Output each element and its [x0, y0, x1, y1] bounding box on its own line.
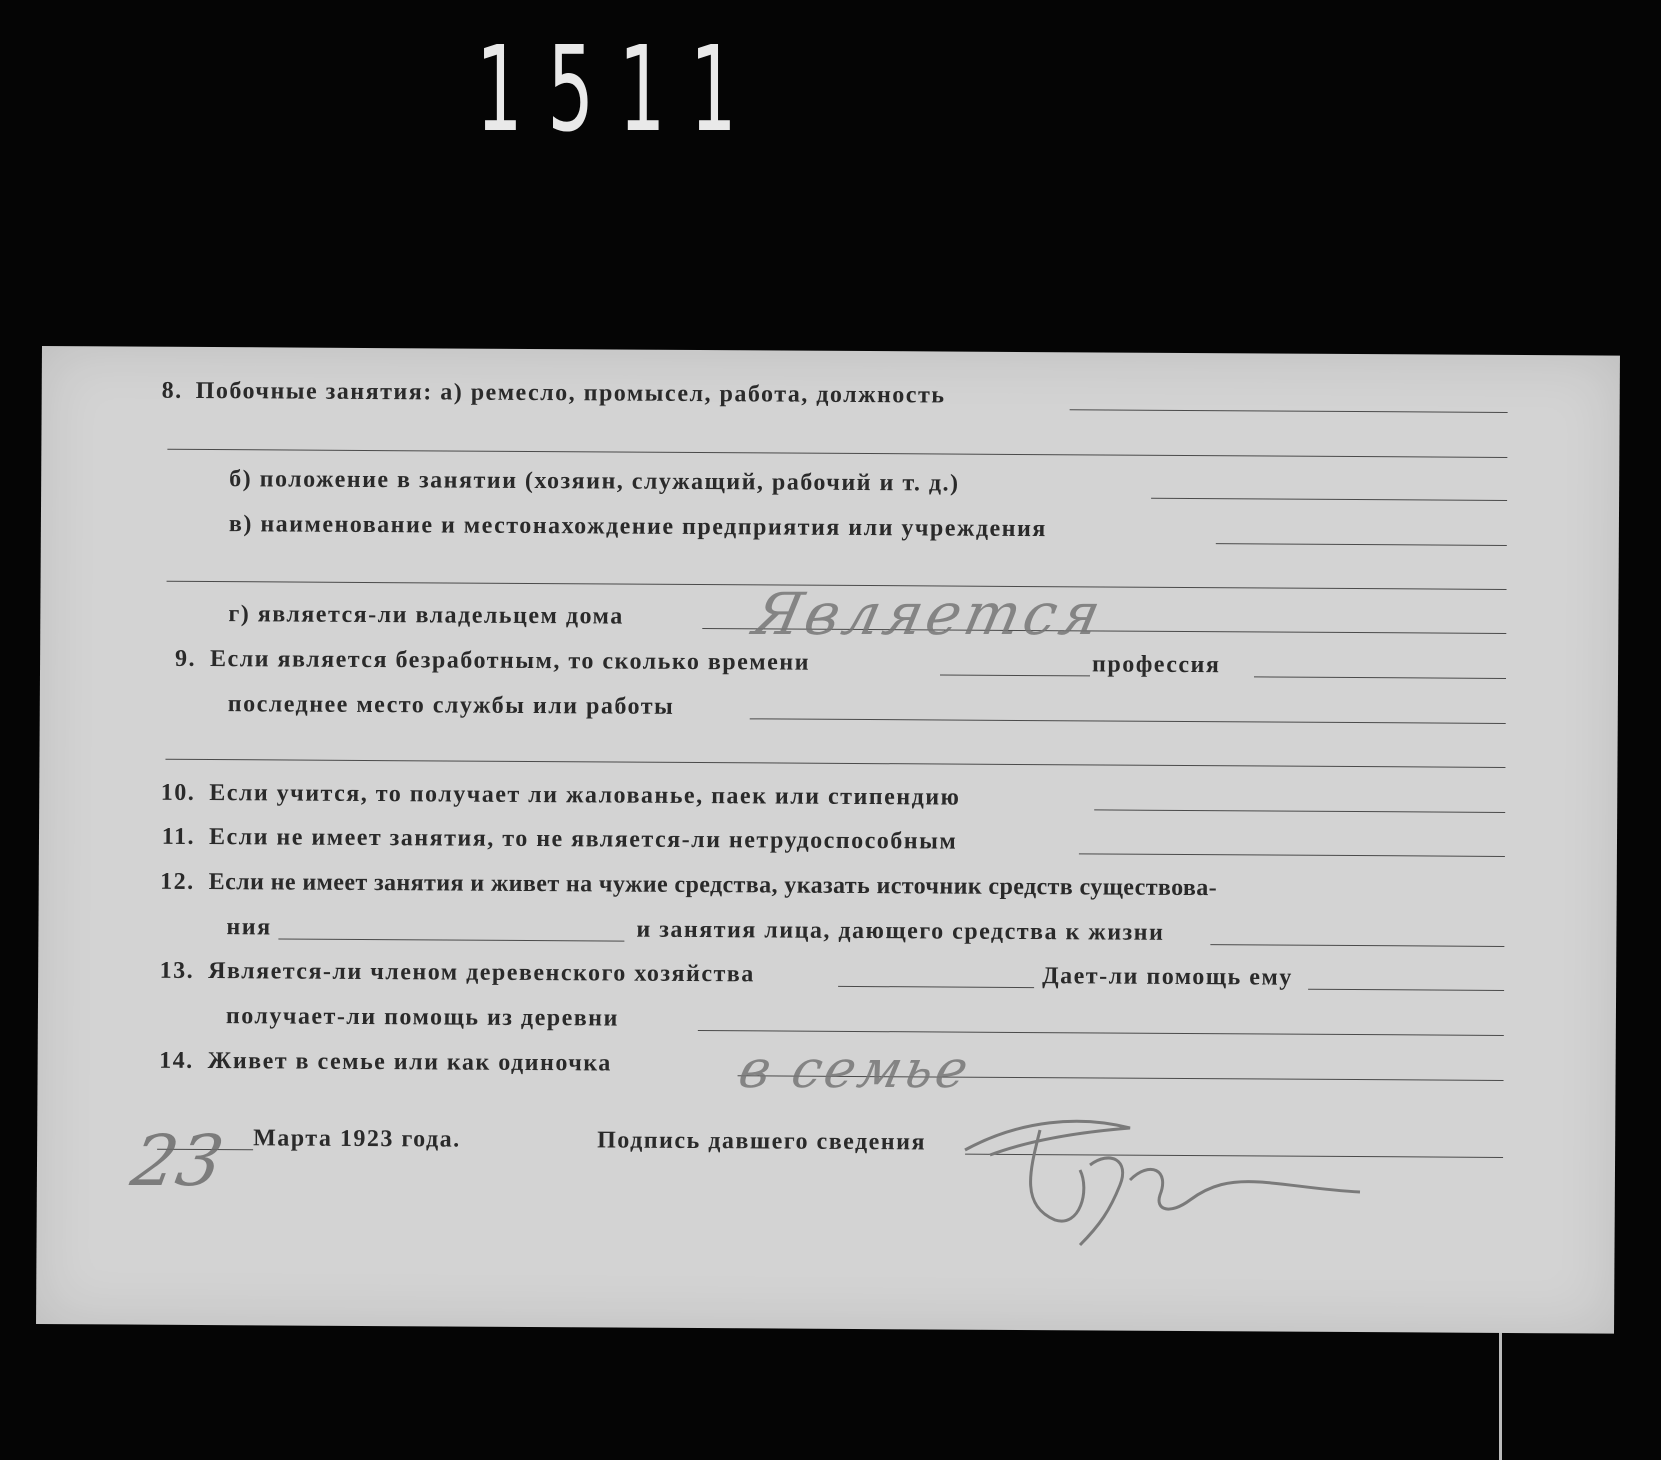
- q8-g-label: г) является-ли владельцем дома: [228, 601, 624, 630]
- q9-profession-blank[interactable]: [1254, 676, 1506, 679]
- q13-help-give-label: Дает-ли помощь ему: [1042, 963, 1293, 991]
- q14-handwritten-answer: в семье: [733, 1040, 977, 1100]
- q12-cont-b-row: [636, 916, 1164, 947]
- q9-last-place-blank-2[interactable]: [165, 759, 1505, 768]
- q10-label: Если учится, то получает ли жалованье, паек или стипендию: [209, 780, 961, 811]
- q12-cont-b: и занятия лица, дающего средства к жизни: [636, 916, 1165, 946]
- q13-help-get-blank[interactable]: [698, 1030, 1504, 1036]
- q8-a-blank[interactable]: [1070, 409, 1508, 413]
- q9-profession-row: [1092, 650, 1221, 679]
- q13-member-blank[interactable]: [838, 986, 1034, 988]
- q8-a-blank-2[interactable]: [167, 449, 1507, 458]
- film-scratch: [1499, 1320, 1502, 1460]
- q10-row: [147, 779, 960, 812]
- q12-source-blank[interactable]: [278, 938, 624, 941]
- q12-label: Если не имеет занятия и живет на чужие средства, указать источник средств существова-: [208, 869, 1218, 902]
- q10-blank[interactable]: [1094, 809, 1505, 813]
- q12-cont-row: [226, 913, 271, 941]
- q10-number: 10.: [160, 779, 196, 806]
- q13-number: 13.: [159, 957, 195, 984]
- q9-time-blank[interactable]: [940, 674, 1090, 676]
- q13-help-row: [1042, 962, 1293, 992]
- footer-date-row: [253, 1124, 461, 1153]
- handwritten-signature: [960, 1110, 1380, 1260]
- q13-get-row: [226, 1002, 619, 1032]
- census-card: [36, 346, 1620, 1334]
- q12-number: 12.: [160, 868, 195, 895]
- q8-g-row: [228, 600, 624, 630]
- q8-v-row: [229, 510, 1047, 543]
- q8-v-label: в) наименование и местонахождение предприятия или учреждения: [228, 511, 1047, 543]
- q9-profession-label: профессия: [1091, 651, 1221, 679]
- q9-number: 9.: [175, 645, 197, 672]
- q12-occupation-blank[interactable]: [1210, 944, 1504, 947]
- q8-number: 8.: [161, 377, 183, 404]
- q8-b-row: [229, 465, 959, 497]
- q11-row: [147, 823, 957, 856]
- q13-help-get-label: получает-ли помощь из деревни: [225, 1003, 619, 1032]
- q11-blank[interactable]: [1079, 853, 1505, 857]
- q12-row: [147, 868, 1218, 903]
- q12-cont-a: ния: [226, 914, 272, 941]
- footer-signature-row: [597, 1126, 926, 1156]
- q8-b-blank[interactable]: [1151, 498, 1507, 501]
- q8-b-label: б) положение в занятии (хозяин, служащий, рабочий и т. д.): [229, 466, 960, 497]
- frame-number: 1511: [476, 20, 762, 158]
- q13-label: Является-ли членом деревенского хозяйства: [208, 958, 755, 988]
- q8-g-handwritten-answer: Является: [747, 580, 1111, 648]
- q8-a-label: Побочные занятия: а) ремесло, промысел, работа, должность: [195, 377, 946, 409]
- q9-row: [160, 645, 810, 677]
- q8-a-row: [162, 377, 946, 410]
- q9-label: Если является безработным, то сколько времени: [210, 646, 811, 676]
- q14-label: Живет в семье или как одиночка: [207, 1048, 612, 1077]
- q13-row: [146, 957, 755, 989]
- q13-help-give-blank[interactable]: [1308, 989, 1504, 991]
- q14-row: [146, 1047, 612, 1078]
- q8-v-blank[interactable]: [1216, 543, 1507, 546]
- q14-number: 14.: [159, 1047, 194, 1074]
- footer-date: Марта 1923 года.: [253, 1125, 461, 1153]
- q9-last-row: [228, 690, 675, 721]
- footer-handwritten-day: 23: [125, 1120, 230, 1202]
- q11-label: Если не имеет занятия, то не является-ли нетрудоспособным: [208, 824, 958, 855]
- q11-number: 11.: [161, 823, 196, 850]
- footer-signature-label: Подпись давшего сведения: [597, 1127, 927, 1156]
- q9-last-place-blank[interactable]: [750, 718, 1506, 724]
- q9-last-place-label: последнее место службы или работы: [227, 691, 675, 720]
